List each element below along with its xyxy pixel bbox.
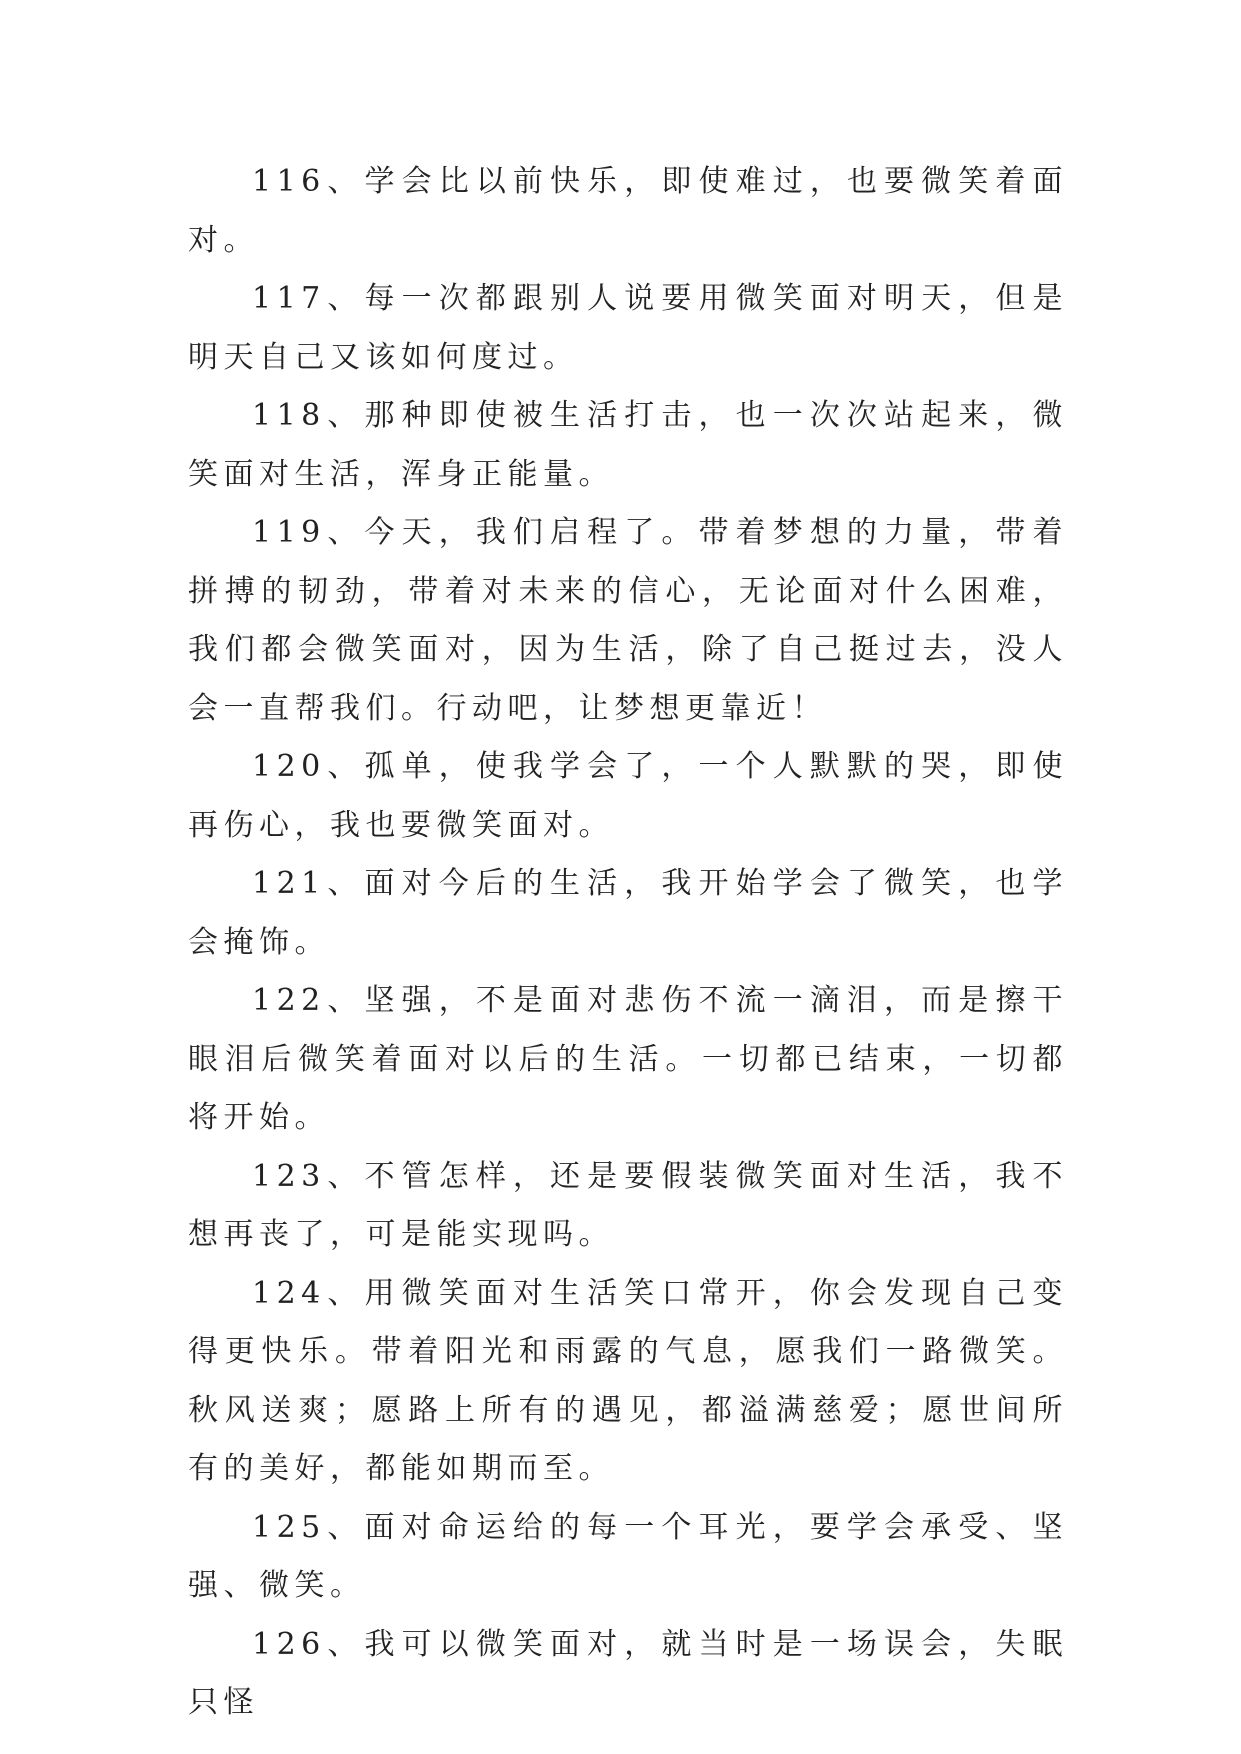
- paragraph-text: 120、孤单，使我学会了，一个人默默的哭，即使再伤心，我也要微笑面对。: [188, 749, 1068, 843]
- paragraph-122: [188, 972, 1068, 1148]
- paragraph-text: 123、不管怎样，还是要假装微笑面对生活，我不想再丧了，可是能实现吗。: [188, 1158, 1068, 1252]
- paragraph-117: [188, 270, 1068, 387]
- paragraph-121: [188, 855, 1068, 972]
- paragraph-119: [188, 504, 1068, 738]
- paragraph-text: 119、今天，我们启程了。带着梦想的力量，带着拼搏的韧劲，带着对未来的信心，无论面对什么困难，我们都会微笑面对，因为生活，除了自己挺过去，没人会一直帮我们。行动吧，让梦想更靠近！: [188, 515, 1068, 726]
- paragraph-125: [188, 1499, 1068, 1616]
- paragraph-text: 122、坚强，不是面对悲伤不流一滴泪，而是擦干眼泪后微笑着面对以后的生活。一切都已结束，一切都将开始。: [188, 983, 1068, 1135]
- document-body: [188, 153, 1068, 1733]
- paragraph-126: [188, 1616, 1068, 1733]
- paragraph-text: 116、学会比以前快乐，即使难过，也要微笑着面对。: [188, 164, 1068, 258]
- paragraph-text: 121、面对今后的生活，我开始学会了微笑，也学会掩饰。: [188, 866, 1068, 960]
- paragraph-116: [188, 153, 1068, 270]
- paragraph-text: 124、用微笑面对生活笑口常开，你会发现自己变得更快乐。带着阳光和雨露的气息，愿我们一路微笑。秋风送爽；愿路上所有的遇见，都溢满慈爱；愿世间所有的美好，都能如期而至。: [188, 1275, 1068, 1486]
- paragraph-120: [188, 738, 1068, 855]
- paragraph-text: 125、面对命运给的每一个耳光，要学会承受、坚强、微笑。: [188, 1509, 1068, 1603]
- paragraph-123: [188, 1148, 1068, 1265]
- paragraph-text: 118、那种即使被生活打击，也一次次站起来，微笑面对生活，浑身正能量。: [188, 398, 1068, 492]
- paragraph-text: 117、每一次都跟别人说要用微笑面对明天，但是明天自己又该如何度过。: [188, 281, 1068, 375]
- paragraph-text: 126、我可以微笑面对，就当时是一场误会，失眠只怪: [188, 1626, 1068, 1720]
- paragraph-124: [188, 1265, 1068, 1499]
- paragraph-118: [188, 387, 1068, 504]
